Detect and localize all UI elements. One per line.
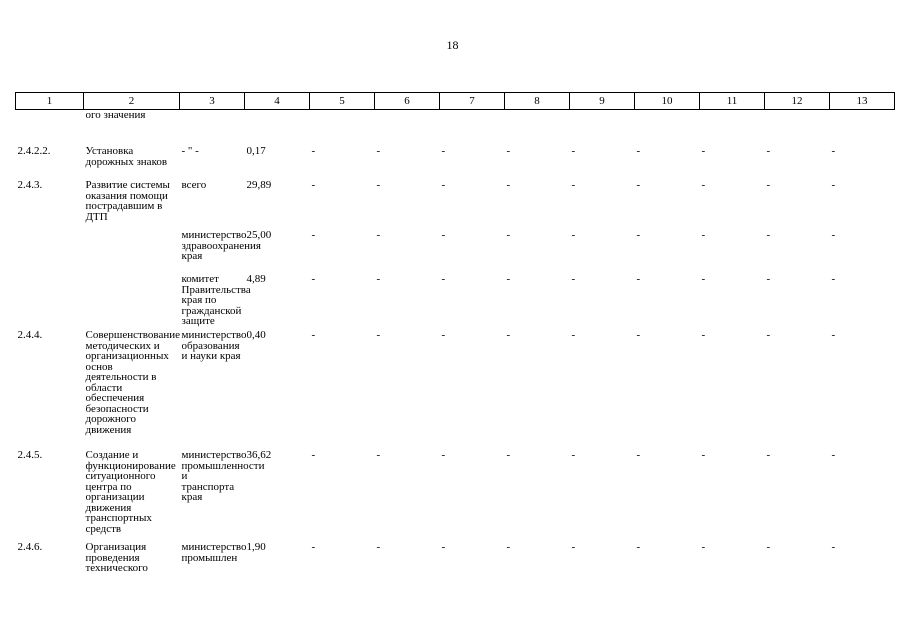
row-name xyxy=(84,230,180,274)
row-dash: - xyxy=(831,541,836,553)
row-dash: - xyxy=(766,145,771,157)
row-dash: - xyxy=(571,541,576,553)
row-dash: - xyxy=(376,229,381,241)
row-name: Создание и функционирование ситуационного центра по организации движения транспортных средств xyxy=(85,449,176,535)
table-rows xyxy=(16,146,895,592)
row-dash: - xyxy=(571,449,576,461)
row-dash: - xyxy=(701,273,706,285)
row-dash: - xyxy=(766,541,771,553)
row-dash: - xyxy=(636,179,641,191)
row-dash: - xyxy=(831,449,836,461)
row-dash: - xyxy=(571,329,576,341)
row-dash: - xyxy=(506,179,511,191)
row-dash: - xyxy=(376,329,381,341)
table-row xyxy=(16,230,895,274)
row-dash: - xyxy=(311,541,316,553)
row-dash: - xyxy=(636,229,641,241)
row-dash: - xyxy=(311,179,316,191)
table-row xyxy=(16,450,895,542)
row-dash: - xyxy=(831,273,836,285)
column-header: 1 xyxy=(16,93,84,110)
row-executor: министерство промышлен xyxy=(181,541,247,564)
row-dash: - xyxy=(376,273,381,285)
continuation-row xyxy=(16,110,895,147)
row-name: Совершенствование методических и организационных основ деятельности в области обеспечения безопасности дорожного движения xyxy=(85,329,180,436)
row-name: Организация проведения технического xyxy=(85,541,148,574)
row-dash: - xyxy=(701,229,706,241)
column-header: 11 xyxy=(700,93,765,110)
row-value: 1,90 xyxy=(246,541,266,553)
header-row xyxy=(16,93,895,110)
row-executor: министерство промышленности и транспорта края xyxy=(181,449,265,503)
row-executor: - " - xyxy=(181,145,199,157)
page-number: 18 xyxy=(446,38,459,52)
row-dash: - xyxy=(441,273,446,285)
table-header xyxy=(16,93,895,110)
row-dash: - xyxy=(311,229,316,241)
row-dash: - xyxy=(441,541,446,553)
row-dash: - xyxy=(376,449,381,461)
row-dash: - xyxy=(376,145,381,157)
table-body xyxy=(16,110,895,147)
continuation-text: ого значения xyxy=(85,109,146,121)
column-header: 3 xyxy=(180,93,245,110)
row-dash: - xyxy=(506,449,511,461)
row-number: 2.4.2.2. xyxy=(17,145,51,157)
row-dash: - xyxy=(506,229,511,241)
row-value: 0,17 xyxy=(246,145,266,157)
row-dash: - xyxy=(441,145,446,157)
row-dash: - xyxy=(831,229,836,241)
row-dash: - xyxy=(766,179,771,191)
program-table xyxy=(15,92,895,592)
row-dash: - xyxy=(506,145,511,157)
row-name: Установка дорожных знаков xyxy=(85,145,168,168)
row-dash: - xyxy=(636,273,641,285)
column-header: 9 xyxy=(570,93,635,110)
row-name xyxy=(84,274,180,330)
row-dash: - xyxy=(441,329,446,341)
row-dash: - xyxy=(701,329,706,341)
row-dash: - xyxy=(831,145,836,157)
row-value: 29,89 xyxy=(246,179,272,191)
row-dash: - xyxy=(506,273,511,285)
column-header: 2 xyxy=(84,93,180,110)
row-dash: - xyxy=(311,449,316,461)
row-value: 36,62 xyxy=(246,449,272,461)
table-row xyxy=(16,330,895,450)
column-header: 12 xyxy=(765,93,830,110)
row-dash: - xyxy=(766,229,771,241)
table-row xyxy=(16,542,895,592)
row-dash: - xyxy=(571,229,576,241)
row-dash: - xyxy=(636,541,641,553)
row-dash: - xyxy=(766,329,771,341)
column-header: 6 xyxy=(375,93,440,110)
row-dash: - xyxy=(766,273,771,285)
row-value: 0,40 xyxy=(246,329,266,341)
row-dash: - xyxy=(636,145,641,157)
row-dash: - xyxy=(701,179,706,191)
row-number xyxy=(16,274,84,330)
row-number: 2.4.5. xyxy=(17,449,43,461)
row-dash: - xyxy=(701,541,706,553)
row-dash: - xyxy=(376,179,381,191)
row-value: 25,00 xyxy=(246,229,272,241)
row-dash: - xyxy=(766,449,771,461)
row-dash: - xyxy=(636,449,641,461)
row-dash: - xyxy=(831,329,836,341)
column-header: 5 xyxy=(310,93,375,110)
row-dash: - xyxy=(701,449,706,461)
column-header: 10 xyxy=(635,93,700,110)
row-dash: - xyxy=(311,145,316,157)
table-row xyxy=(16,274,895,330)
row-number: 2.4.4. xyxy=(17,329,43,341)
row-dash: - xyxy=(441,449,446,461)
row-dash: - xyxy=(376,541,381,553)
row-dash: - xyxy=(636,329,641,341)
row-dash: - xyxy=(506,541,511,553)
row-value: 4,89 xyxy=(246,273,266,285)
row-dash: - xyxy=(571,273,576,285)
row-executor: министерство здравоохранения края xyxy=(181,229,261,262)
row-name: Развитие системы оказания помощи пострадавшим в ДТП xyxy=(85,179,170,223)
row-dash: - xyxy=(506,329,511,341)
column-header: 13 xyxy=(830,93,895,110)
row-number xyxy=(16,230,84,274)
row-dash: - xyxy=(571,179,576,191)
row-executor: всего xyxy=(181,179,207,191)
row-dash: - xyxy=(311,273,316,285)
column-header: 8 xyxy=(505,93,570,110)
table-row xyxy=(16,146,895,180)
row-dash: - xyxy=(311,329,316,341)
column-header: 4 xyxy=(245,93,310,110)
row-dash: - xyxy=(831,179,836,191)
row-dash: - xyxy=(441,179,446,191)
row-executor: комитет Правительства края по гражданской защите xyxy=(181,273,251,327)
table-row xyxy=(16,180,895,230)
row-dash: - xyxy=(701,145,706,157)
row-executor: министерство образования и науки края xyxy=(181,329,247,362)
column-header: 7 xyxy=(440,93,505,110)
row-number: 2.4.6. xyxy=(17,541,43,553)
row-dash: - xyxy=(441,229,446,241)
row-dash: - xyxy=(571,145,576,157)
row-number: 2.4.3. xyxy=(17,179,43,191)
